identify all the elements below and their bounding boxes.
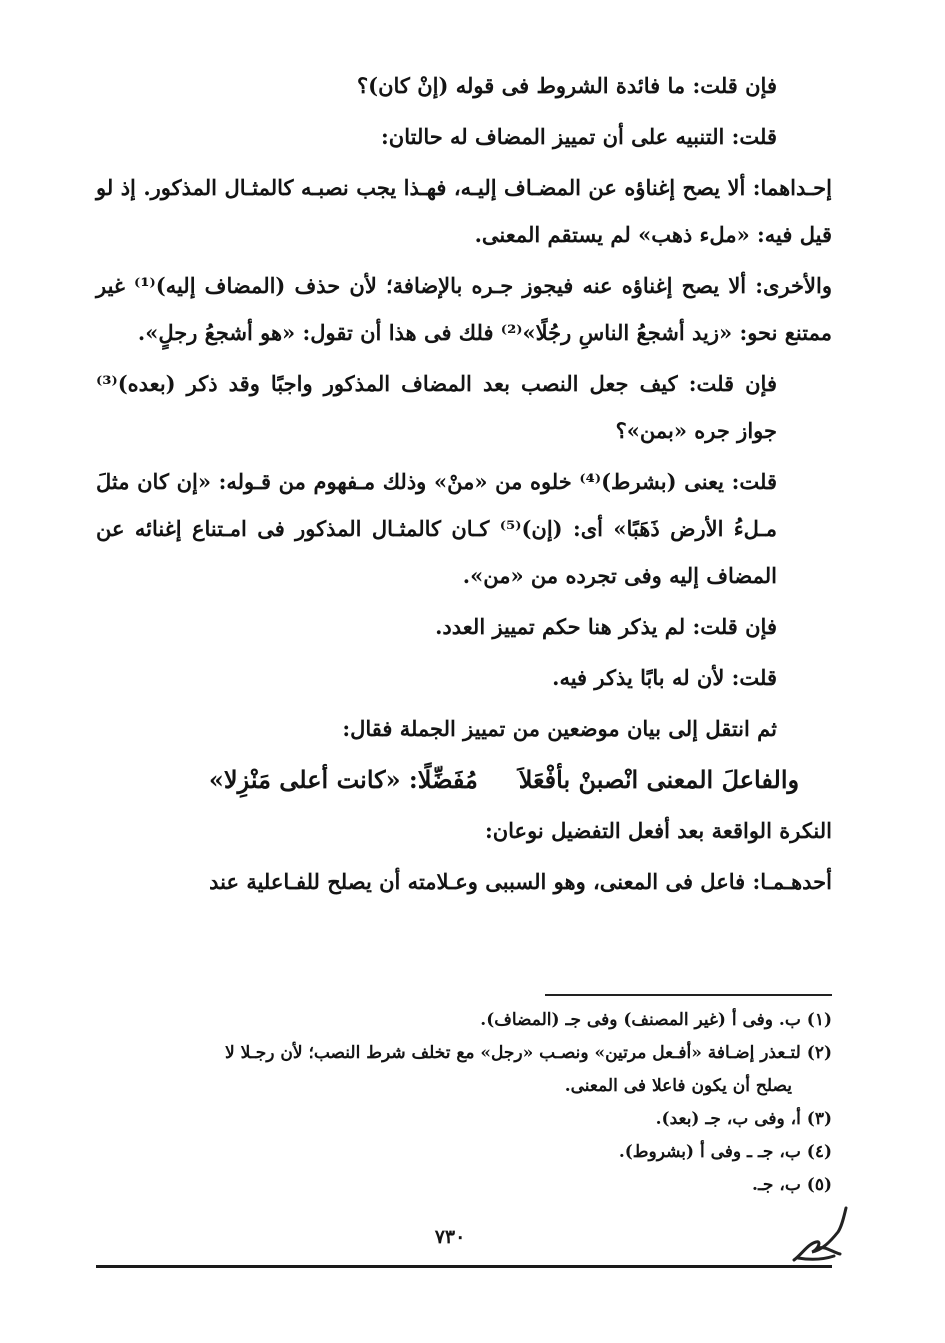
- footnote-2-continued: يصلح أن يكون فاعلا فى المعنى.: [564, 1076, 792, 1096]
- verse-second-hemistich: مُفَضِّلًا: «كانت أعلى مَنْزِلا»: [208, 765, 478, 794]
- main-text: [96, 62, 832, 909]
- page-number: ٧٣٠: [434, 1226, 466, 1248]
- paragraph-first-case: إحـداهما: ألا يصح إغناؤه عن المضـاف إليـه، فهـذا يجب نصبـه كالمثـال المذكور. إذ لو قيل فيه: «ملء ذهب» لم يستقم المعنى.: [96, 175, 832, 247]
- footnote-5: (٥) ب، جـ.: [752, 1175, 832, 1195]
- paragraph-question-1: فإن قلت: ما فائدة الشروط فى قوله (إنْ كان)؟: [357, 73, 777, 98]
- paragraph-answer-2: قلت: يعنى (بشرط)⁽⁴⁾ خلوه من «منْ» وذلك مـفهوم من قـوله: «إن كان مثلَ مـلءُ الأرض ذَهَبًا» أى: (إن)⁽⁵⁾ كـان كالمثـال المذكور فى امـتناع إغنائه عن المضاف إليه وفى تجرده من «من».: [96, 469, 778, 588]
- paragraph-answer-3: قلت: لأن له بابًا يذكر فيه.: [552, 665, 777, 690]
- paragraph-answer-1: قلت: التنبيه على أن تمييز المضاف له حالتان:: [381, 124, 777, 149]
- paragraph-transition: ثم انتقل إلى بيان موضعين من تمييز الجملة فقال:: [342, 716, 777, 741]
- paragraph-second-case: والأخرى: ألا يصح إغناؤه عنه فيجوز جـره بالإضافة؛ لأن حذف (المضاف إليه)⁽¹⁾ غير ممتنع نحو: «زيد أشجعُ الناسِ رجُلًا»⁽²⁾ فلك فى هذا أن تقول: «هو أشجعُ رجلٍ».: [96, 273, 832, 345]
- paragraph-question-2: فإن قلت: كيف جعل النصب بعد المضاف المذكور واجبًا وقد ذكر (بعده)⁽³⁾ جواز جره «بمن»؟: [96, 371, 777, 443]
- bottom-rule: [96, 1265, 832, 1268]
- paragraph-first-type: أحدهـمـا: فاعل فى المعنى، وهو السببى وعـلامته أن يصلح للفـاعلية عند: [209, 869, 832, 894]
- paragraph-question-3: فإن قلت: لم يذكر هنا حكم تمييز العدد.: [435, 614, 777, 639]
- footnote-1: (١) ب. وفى أ (غير المصنف) وفى جـ (المضاف).: [480, 1010, 832, 1030]
- footnote-2: (٢) لتـعذر إضـافة «أفـعل مرتين» ونصـب «رجل» مع تخلف شرط النصب؛ لأن رجـلا لا: [224, 1043, 832, 1063]
- verse-first-hemistich: والفاعلَ المعنى انْصبنْ بأفْعَلاَ: [518, 765, 800, 794]
- flourish-ornament-icon: [788, 1202, 848, 1266]
- footnotes: [96, 1004, 832, 1202]
- footnote-4: (٤) ب، جـ ـ وفى أ (بشروط).: [618, 1142, 832, 1162]
- footnote-separator: [545, 994, 832, 996]
- footnote-3: (٣) أ، وفى ب، جـ (بعد).: [655, 1109, 832, 1129]
- paragraph-types-heading: النكرة الواقعة بعد أفعل التفضيل نوعان:: [484, 818, 832, 843]
- poetry-verse: [96, 756, 832, 803]
